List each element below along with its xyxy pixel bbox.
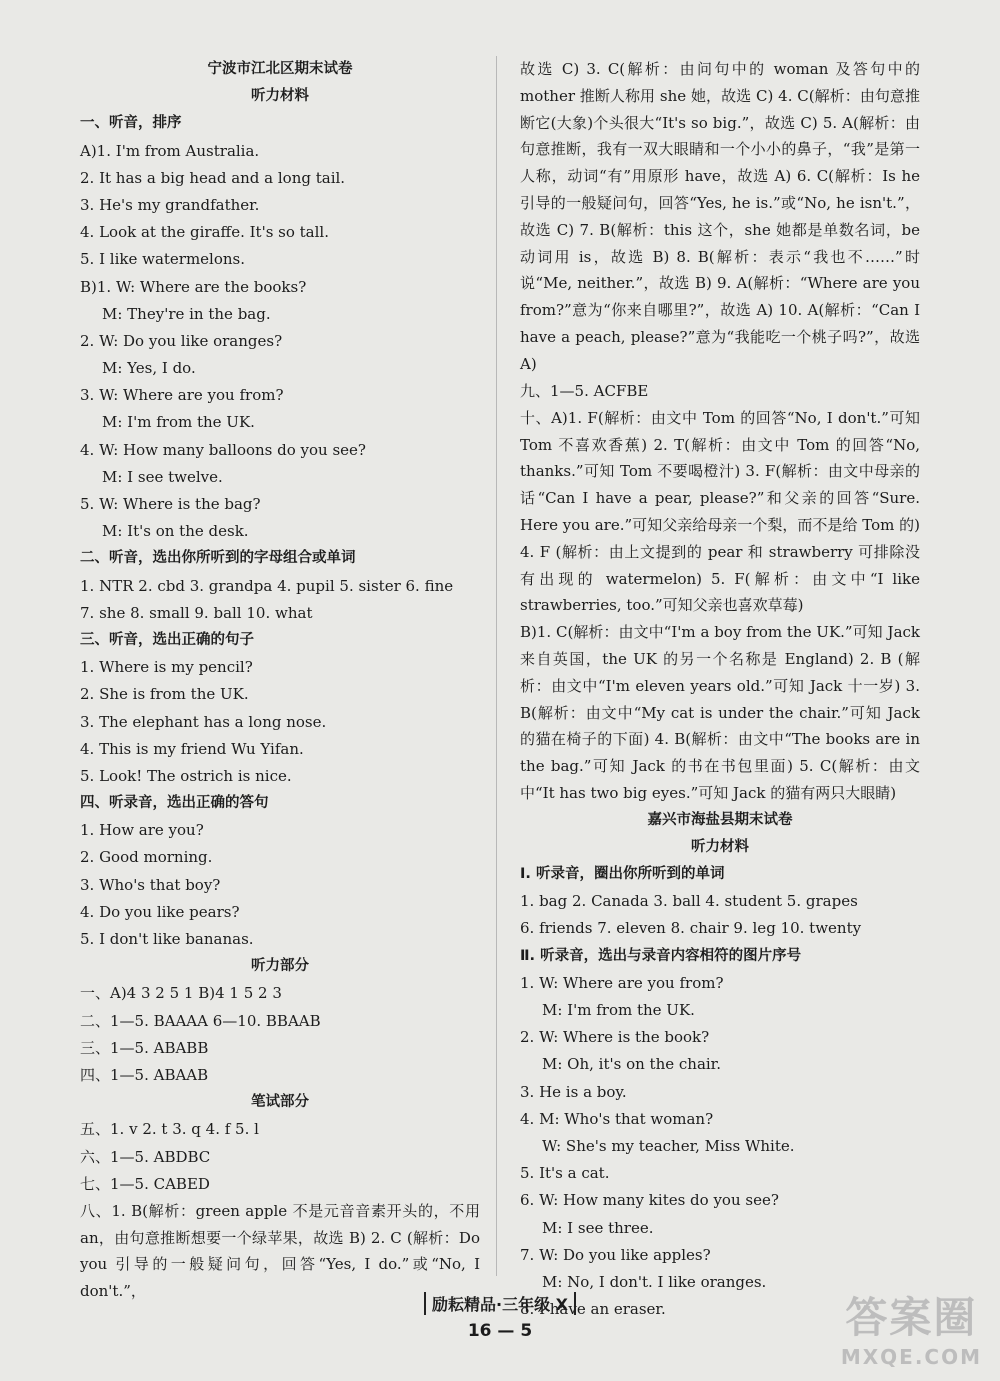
- right-text-section-title: Ⅰ. 听录音，圈出你所听到的单词: [520, 866, 725, 883]
- left-text-line: 3. The elephant has a long nose.: [80, 712, 327, 731]
- right-text-line: 1. bag 2. Canada 3. ball 4. student 5. grapes: [520, 892, 858, 911]
- left-text-line: 三、1—5. ABABB: [80, 1038, 209, 1057]
- page-number: 16 — 5: [467, 1321, 533, 1341]
- left-text-line: 7. she 8. small 9. ball 10. what: [80, 603, 313, 622]
- right-text-line: M: No, I don't. I like oranges.: [542, 1272, 767, 1291]
- left-text-line: M: It's on the desk.: [102, 522, 249, 541]
- right-text-line: 6. friends 7. eleven 8. chair 9. leg 10. twenty: [520, 919, 862, 938]
- left-text-line: B)1. W: Where are the books?: [80, 277, 307, 296]
- left-text-line: 2. Good morning.: [80, 848, 213, 867]
- left-text-line: 1. Where is my pencil?: [80, 658, 253, 677]
- left-text-section-title: 二、听音，选出你所听到的字母组合或单词: [80, 550, 356, 567]
- left-text-line: 1. How are you?: [80, 821, 204, 840]
- right-text-line: 5. It's a cat.: [520, 1164, 610, 1183]
- left-text-line: 五、1. v 2. t 3. q 4. f 5. l: [80, 1120, 259, 1139]
- right-text-line: 4. M: Who's that woman?: [520, 1109, 714, 1128]
- right-text-heading: 听力材料: [691, 838, 749, 855]
- left-text-line: M: I see twelve.: [102, 467, 223, 486]
- left-text-heading: 听力部分: [251, 958, 309, 975]
- left-text-line: M: They're in the bag.: [102, 304, 271, 323]
- left-text-line: 3. He's my grandfather.: [80, 195, 260, 214]
- column-divider: [496, 56, 497, 1276]
- left-text-line: 2. It has a big head and a long tail.: [80, 168, 346, 187]
- right-text-section-title: Ⅱ. 听录音，选出与录音内容相符的图片序号: [520, 947, 802, 964]
- watermark-title: 答案圈: [845, 1293, 978, 1342]
- right-text-line: M: Oh, it's on the chair.: [542, 1055, 721, 1074]
- right-text-line: 1. W: Where are you from?: [520, 973, 724, 992]
- right-column: [520, 56, 920, 1323]
- left-text-line: 1. NTR 2. cbd 3. grandpa 4. pupil 5. sister 6. fine: [80, 576, 454, 595]
- left-text-line: 六、1—5. ABDBC: [80, 1147, 211, 1166]
- left-column: [80, 56, 480, 1305]
- left-text-heading: 笔试部分: [251, 1094, 309, 1111]
- watermark-logo: [841, 1285, 982, 1369]
- left-text-heading: 宁波市江北区期末试卷: [207, 61, 353, 77]
- series-brand: 励耘精品·三年级 X: [424, 1292, 576, 1315]
- left-text-heading: 听力材料: [251, 88, 309, 105]
- left-text-line: M: I'm from the UK.: [102, 413, 255, 432]
- right-text-line: 7. W: Do you like apples?: [520, 1245, 711, 1264]
- left-text-line: 4. This is my friend Wu Yifan.: [80, 739, 304, 758]
- left-text-line: 一、A)4 3 2 5 1 B)4 1 5 2 3: [80, 984, 282, 1003]
- right-text-line: M: I see three.: [542, 1218, 654, 1237]
- watermark-url: MXQE.COM: [840, 1345, 982, 1369]
- right-text-line: 8. I have an eraser.: [520, 1300, 666, 1319]
- right-text-heading: 嘉兴市海盐县期末试卷: [647, 811, 793, 828]
- right-text-line: 6. W: How many kites do you see?: [520, 1191, 779, 1210]
- right-text-line: W: She's my teacher, Miss White.: [542, 1136, 795, 1155]
- right-text-line: 3. He is a boy.: [520, 1082, 627, 1101]
- left-text-line: 2. She is from the UK.: [80, 685, 249, 704]
- left-text-section-title: 三、听音，选出正确的句子: [80, 631, 254, 648]
- left-text-line: 3. W: Where are you from?: [80, 386, 284, 405]
- left-text-line: 4. W: How many balloons do you see?: [80, 440, 366, 459]
- left-text-line: 4. Look at the giraffe. It's so tall.: [80, 223, 329, 242]
- right-text-line: 2. W: Where is the book?: [520, 1028, 710, 1047]
- right-text-paragraph: 十、A)1. F(解析：由文中 Tom 的回答“No, I don't.”可知 Tom 不喜欢香蕉) 2. T(解析：由文中 Tom 的回答“No, thanks.”可知 Tom 不要喝橙汁) 3. F(解析：由文中母亲的话“Can I have a pear, please?”和父亲的回答“Sure. Here you are.”可知父亲给母亲一个梨，而不是给 Tom 的) 4. F (解析：由上文提到的 pear 和 strawberry 可排除没有出现的 watermelon) 5. F(解析：由文中“I like strawberries, too.”可知父亲也喜欢草莓): [520, 408, 920, 615]
- left-text-section-title: 四、听录音，选出正确的答句: [80, 795, 269, 812]
- left-text-line: 5. I like watermelons.: [80, 250, 246, 269]
- right-text-line: 九、1—5. ACFBE: [520, 381, 649, 400]
- left-text-line: 5. Look! The ostrich is nice.: [80, 766, 292, 785]
- left-text-line: A)1. I'm from Australia.: [80, 141, 260, 160]
- left-text-line: 二、1—5. BAAAA 6—10. BBAAB: [80, 1011, 321, 1030]
- left-text-line: M: Yes, I do.: [102, 359, 196, 378]
- left-text-line: 四、1—5. ABAAB: [80, 1065, 209, 1084]
- left-text-line: 七、1—5. CABED: [80, 1174, 210, 1193]
- left-text-line: 5. I don't like bananas.: [80, 930, 254, 948]
- right-text-line: M: I'm from the UK.: [542, 1001, 695, 1020]
- left-text-section-title: 一、听音，排序: [80, 115, 182, 132]
- left-text-paragraph: 八、1. B(解析：green apple 不是元音音素开头的，不用 an，由句意推断想要一个绿苹果，故选 B) 2. C (解析：Do you 引导的一般疑问句，回答“Yes, I do.”或“No, I don't.”，: [80, 1201, 480, 1301]
- left-text-line: 3. Who's that boy?: [80, 875, 221, 894]
- right-text-paragraph: B)1. C(解析：由文中“I'm a boy from the UK.”可知 Jack 来自英国，the UK 的另一个名称是 England) 2. B (解析：由文中“I'm eleven years old.”可知 Jack 十一岁) 3. B(解析：由文中“My cat is under the chair.”可知 Jack 的猫在椅子的下面) 4. B(解析：由文中“The books are in the bag.”可知 Jack 的书在书包里面) 5. C(解析：由文中“It has two big eyes.”可知 Jack 的猫有两只大眼睛): [520, 623, 920, 802]
- left-text-line: 2. W: Do you like oranges?: [80, 331, 283, 350]
- left-text-line: 4. Do you like pears?: [80, 902, 240, 921]
- left-text-line: 5. W: Where is the bag?: [80, 495, 261, 513]
- right-text-paragraph: 故选 C) 3. C(解析：由问句中的 woman 及答句中的 mother 推断人称用 she 她，故选 C) 4. C(解析：由句意推断它(大象)个头很大“It's so big.”，故选 C) 5. A(解析：由句意推断，我有一双大眼睛和一个小小的鼻子，“我”是第一人称，动词“有”用原形 have，故选 A) 6. C(解析：Is he 引导的一般疑问句，回答“Yes, he is.”或“No, he isn't.”，故选 C) 7. B(解析：this 这个，she 她都是单数名词，be 动词用 is，故选 B) 8. B(解析：表示“我也不……”时说“Me, neither.”，故选 B) 9. A(解析：“Where are you from?”意为“你来自哪里?”，故选 A) 10. A(解析：“Can I have a peach, please?”意为“我能吃一个桃子吗?”，故选 A): [520, 60, 920, 373]
